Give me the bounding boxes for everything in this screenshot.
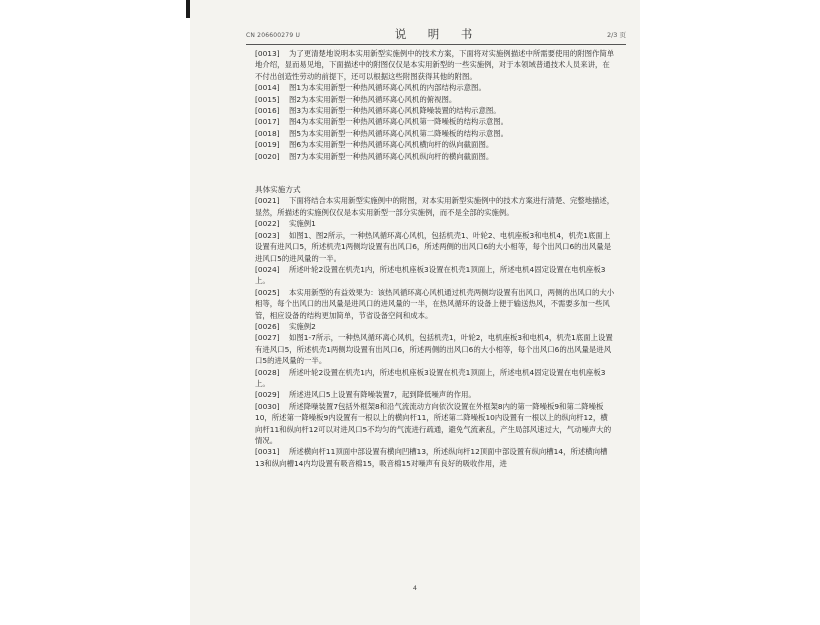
paragraph: [255, 195, 615, 218]
paragraph-number: [0017]: [255, 117, 280, 127]
paragraph-text: 图7为本实用新型一种热风循环离心风机纵向杆的横向截面图。: [281, 151, 494, 161]
paragraph-text: 图3为本实用新型一种热风循环离心风机降噪装置的结构示意图。: [281, 106, 501, 116]
paragraph: [255, 401, 615, 447]
paragraph-text: 图2为本实用新型一种热风循环离心风机的俯视图。: [281, 94, 457, 104]
paragraph-number: [0030]: [255, 401, 280, 411]
paragraph: [255, 389, 615, 400]
paragraph-text: 本实用新型的有益效果为：该热风循环离心风机通过机壳两侧均设置有出风口，两侧的出风口的大小相等，每个出风口的出风量是进风口的进风量的一半，在热风循环的设备上便于输送热风，不需要多加一些风管，相应设备的结构更加简单，节省设备空间和成本。: [255, 287, 615, 320]
paragraph: [255, 105, 615, 116]
patent-number: CN 206600279 U: [246, 32, 301, 39]
paragraph: [255, 128, 615, 139]
paragraph-number: [0013]: [255, 49, 280, 58]
paragraph-number: [0027]: [255, 333, 280, 343]
figure-description-block: [255, 48, 615, 162]
paragraph-text: 下面将结合本实用新型实施例中的附图，对本实用新型实施例中的技术方案进行清楚、完整地描述，显然，所描述的实施例仅仅是本实用新型一部分实施例，而不是全部的实施例。: [255, 196, 615, 217]
paragraph-text: 实施例1: [281, 219, 316, 229]
paragraph-number: [0028]: [255, 367, 280, 377]
paragraph-text: 图6为本实用新型一种热风循环离心风机横向杆的纵向截面图。: [281, 140, 494, 150]
paragraph-number: [0019]: [255, 140, 280, 150]
paragraph-number: [0015]: [255, 94, 280, 104]
paragraph-number: [0024]: [255, 264, 280, 274]
paragraph: [255, 139, 615, 150]
document-body: [255, 48, 615, 469]
paragraph-number: [0026]: [255, 321, 280, 331]
paragraph-text: 所述横向杆11顶面中部设置有横向凹槽13，所述纵向杆12顶面中部设置有纵向槽14，所述横向槽13和纵向槽14内均设置有吸音棉15，吸音棉15对噪声有良好的吸收作用，进: [255, 447, 608, 468]
paragraph: [255, 94, 615, 105]
paragraph: [255, 446, 615, 469]
paragraph-number: [0031]: [255, 447, 280, 457]
paragraph-text: 图4为本实用新型一种热风循环离心风机第一降噪板的结构示意图。: [281, 117, 509, 127]
section-title: 具体实施方式: [255, 185, 301, 195]
paragraph-number: [0021]: [255, 196, 280, 206]
document-title: 说 明 书: [394, 27, 478, 41]
paragraph: [255, 332, 615, 366]
paragraph-number: [0025]: [255, 287, 280, 297]
paragraph-number: [0029]: [255, 390, 280, 400]
paragraph-number: [0020]: [255, 151, 280, 161]
paragraph: [255, 82, 615, 93]
paragraph-number: [0022]: [255, 219, 280, 229]
embodiment-block: [255, 195, 615, 469]
paragraph-number: [0016]: [255, 106, 280, 116]
paragraph-text: 所述进风口5上设置有降噪装置7，起到降低噪声的作用。: [281, 390, 476, 400]
document-page: [190, 0, 640, 625]
paragraph: [255, 321, 615, 332]
page-number: 4: [412, 584, 418, 592]
paragraph: [255, 218, 615, 229]
paragraph-text: 如图1-7所示，一种热风循环离心风机，包括机壳1，叶轮2，电机座板3和电机4，机壳1底面上设置有进风口5，所述机壳1两侧均设置有出风口6，所述两侧的出风口6的大小相等，每个出风口6的出风量是进风口5的进风量的一半。: [255, 333, 613, 366]
paragraph-text: 实施例2: [281, 321, 316, 331]
paragraph: [255, 230, 615, 264]
page-count: 2/3 页: [606, 31, 626, 39]
paragraph: [255, 264, 615, 287]
paragraph-text: 所述降噪装置7包括外框架8和沿气流流动方向依次设置在外框架8内的第一降噪板9和第二降噪板10，所述第一降噪板9内设置有一根以上的横向杆11，所述第二降噪板10内设置有一根以上的纵向杆12，横向杆11和纵向杆12可以对进风口5不均匀的气流进行疏通，避免气流紊乱，产生局部风速过大，气动噪声大的情况。: [255, 401, 612, 445]
paragraph: [255, 116, 615, 127]
paragraph: [255, 287, 615, 321]
paragraph-number: [0023]: [255, 230, 280, 240]
paragraph-text: 图5为本实用新型一种热风循环离心风机第二降噪板的结构示意图。: [281, 128, 509, 138]
page-header: [246, 26, 626, 45]
paragraph: [255, 48, 615, 82]
paragraph-text: 所述叶轮2设置在机壳1内，所述电机座板3设置在机壳1顶面上，所述电机4固定设置在电机座板3上。: [255, 264, 606, 286]
paragraph-text: 如图1、图2所示，一种热风循环离心风机，包括机壳1、叶轮2、电机座板3和电机4，机壳1底面上设置有进风口5，所述机壳1两侧均设置有出风口6，所述两侧的出风口6的大小相等，每个出风口6的出风量是进风口5的进风量的一半。: [255, 230, 612, 263]
paragraph: [255, 367, 615, 390]
paragraph-text: 图1为本实用新型一种热风循环离心风机的内部结构示意图。: [281, 83, 486, 93]
paragraph-text: 为了更清楚地说明本实用新型实施例中的技术方案，下面将对实施例描述中所需要使用的附图作简单地介绍，显而易见地，下面描述中的附图仅仅是本实用新型的一些实施例，对于本领域普通技术人员来讲，在不付出创造性劳动的前提下，还可以根据这些附图获得其他的附图。: [255, 49, 615, 81]
paragraph-number: [0014]: [255, 83, 280, 93]
paragraph: [255, 151, 615, 162]
paragraph-number: [0018]: [255, 128, 280, 138]
paragraph-text: 所述叶轮2设置在机壳1内，所述电机座板3设置在机壳1顶面上，所述电机4固定设置在电机座板3上。: [255, 367, 606, 388]
